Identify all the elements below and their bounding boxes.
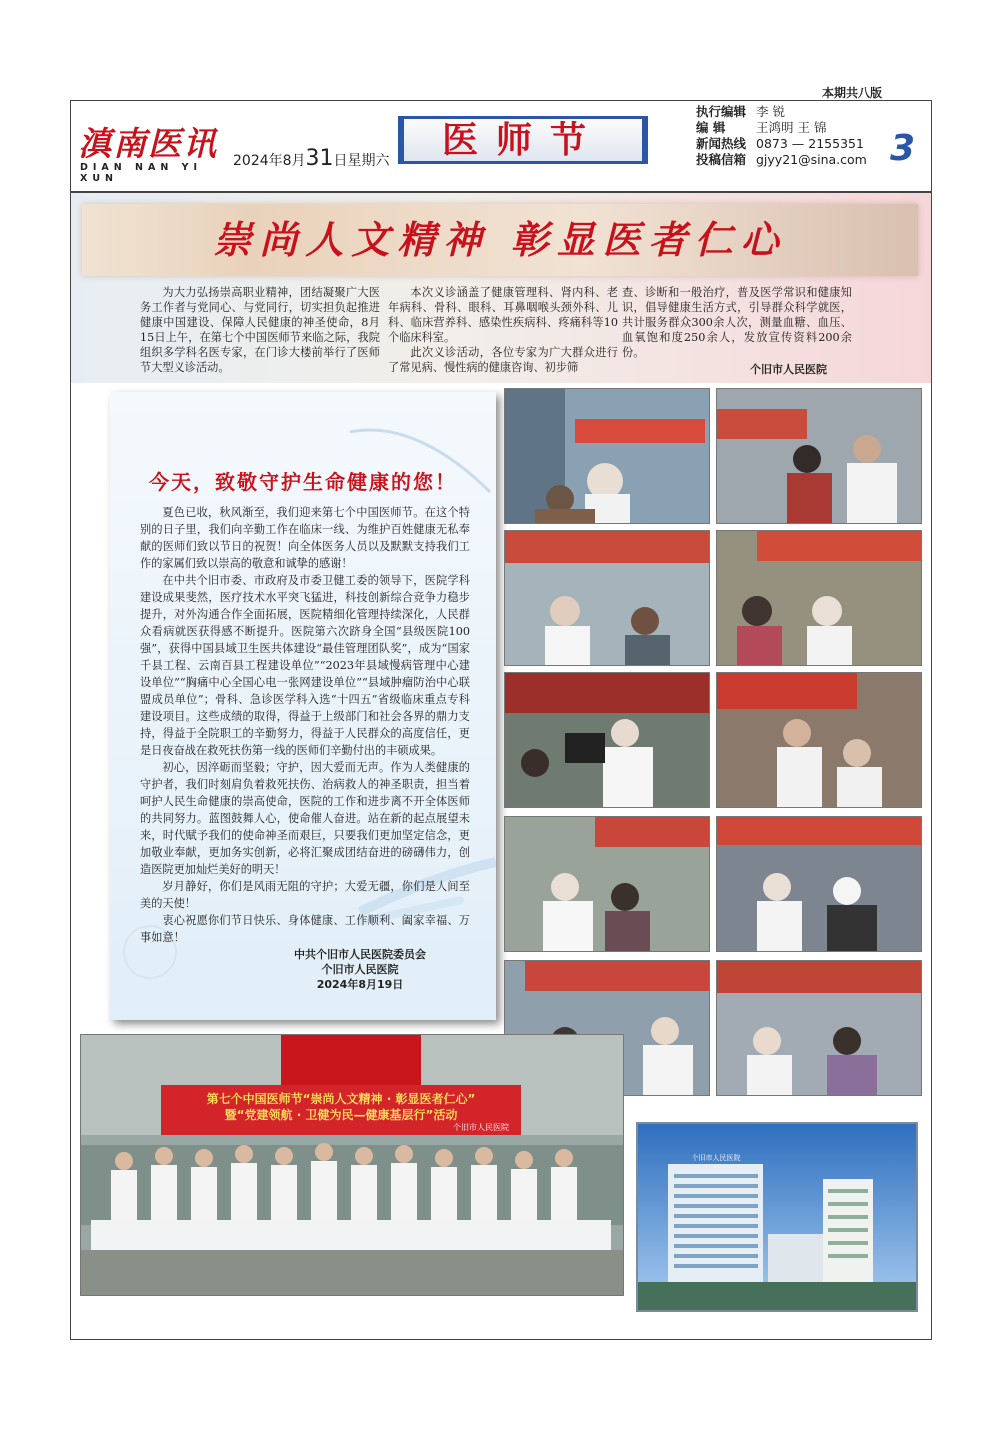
total-pages: 本期共八版 — [822, 86, 883, 100]
editor-info-label: 新闻热线 — [696, 136, 747, 151]
article-column-3 — [622, 285, 852, 360]
photo-clinic-1 — [504, 388, 710, 524]
article-paragraph: 此次义诊活动，各位专家为广大群众进行了常见病、慢性病的健康咨询、初步筛 — [388, 346, 618, 374]
editor-info-label: 投稿信箱 — [696, 152, 747, 167]
article-paragraph: 为大力弘扬崇高职业精神，团结凝聚广大医务工作者与党同心、与党同行，切实担负起推进健康中国建设、保障人民健康的神圣使命，8月15日上午，在第七个中国医师节来临之际，我院组织多学科名医专家，在门诊大楼前举行了医师节大型义诊活动。 — [140, 286, 380, 374]
article-byline: 个旧市人民医院 — [750, 363, 827, 376]
logo-pinyin: DIAN NAN YI XUN — [80, 162, 203, 184]
editor-info-row — [696, 104, 867, 120]
tribute-letter — [110, 392, 496, 1020]
article-paragraph: 本次义诊涵盖了健康管理科、肾内科、老年病科、骨科、眼科、耳鼻咽喉头颈外科、儿科、临床营养科、感染性疾病科、疼痛科等10个临床科室。 — [388, 286, 618, 344]
date-suffix: 日星期六 — [333, 153, 390, 169]
photo-clinic-2 — [716, 388, 922, 524]
editor-info-row — [696, 120, 867, 136]
photo-group — [80, 1034, 624, 1296]
date-prefix: 2024年8月 — [233, 153, 306, 169]
editor-info-value: 李 锐 — [756, 104, 785, 119]
headline: 崇尚人文精神 彰显医者仁心 — [213, 217, 787, 262]
editor-info-label: 编 辑 — [696, 120, 726, 135]
photo-hospital-building — [636, 1122, 918, 1312]
article-column-1 — [140, 285, 380, 375]
section-title-box — [398, 116, 648, 164]
photo-clinic-3 — [504, 530, 710, 666]
page-number: 3 — [890, 128, 916, 169]
photo-clinic-5 — [504, 672, 710, 808]
group-banner-line3: 个旧市人民医院 — [453, 1123, 509, 1132]
group-banner-line1: 第七个中国医师节“崇尚人文精神 · 彰显医者仁心” — [206, 1092, 476, 1106]
letter-paragraph: 初心，因淬砺而坚毅；守护，因大爱而无声。作为人类健康的守护者，我们时刻肩负着救死扶伤、治病救人的神圣职责，担当着呵护人民生命健康的崇高使命，医院的工作和进步离不开全体医师的共同努力。蓝图鼓舞人心，使命催人奋进。站在新的起点展望未来，时代赋予我们的使命神圣而艰巨，只要我们更加坚定信念，更加敬业奉献，更加务实创新，必将汇聚成团结奋进的磅礴伟力，创造医院更加灿烂美好的明天！ — [140, 761, 470, 876]
letter-paragraph: 衷心祝愿你们节日快乐、身体健康、工作顺利、阖家幸福、万事如意！ — [140, 914, 470, 944]
photo-clinic-8 — [716, 816, 922, 952]
editor-info — [696, 104, 867, 168]
group-banner-line2: 暨“党建领航 · 卫健为民—健康基层行”活动 — [224, 1108, 458, 1122]
editor-info-value[interactable]: gjyy21@sina.com — [756, 152, 867, 167]
letter-paragraph: 夏色已收，秋风渐至，我们迎来第七个中国医师节。在这个特别的日子里，我们向辛勤工作在临床一线、为维护百姓健康无私奉献的医师们致以节日的祝贺！向全体医务人员以及默默支持我们工作的家属们致以崇高的敬意和诚挚的感谢！ — [140, 506, 470, 570]
photo-clinic-6 — [716, 672, 922, 808]
editor-info-row — [696, 136, 867, 152]
article-column-2 — [388, 285, 618, 375]
letter-signature-line: 个旧市人民医院 — [321, 963, 399, 976]
letter-signature-line: 2024年8月19日 — [316, 978, 404, 991]
letter-paragraph: 在中共个旧市委、市政府及市委卫健工委的领导下，医院学科建设成果斐然，医疗技术水平突飞猛进，科技创新综合竞争力稳步提升，对外沟通合作全面拓展，医院精细化管理持续深化，人民群众看病就医获得感不断提升。医院第六次跻身全国“县级医院100强”，获得中国县域卫生医共体建设“最佳管理团队奖”，成为“国家千县工程、云南百县工程建设单位”“2023年县域慢病管理中心建设单位”“胸痛中心全国心电一张网建设单位”“县域肿瘤防治中心联盟成员单位”；骨科、急诊医学科入选“十四五”省级临床重点专科建设项目。这些成绩的取得，得益于上级部门和社会各界的鼎力支持，得益于全院职工的辛勤努力，得益于人民群众的高度信任，更是日夜奋战在救死扶伤第一线的医师们辛勤付出的丰硕成果。 — [140, 574, 470, 757]
photo-clinic-7 — [504, 816, 710, 952]
letter-paragraph: 岁月静好，你们是风雨无阻的守护；大爱无疆，你们是人间至美的天使！ — [140, 880, 470, 910]
letter-title: 今天，致敬守护生命健康的您！ — [149, 470, 457, 494]
editor-info-row — [696, 152, 867, 168]
headline-band — [82, 204, 918, 276]
editor-info-value: 王鸿明 王 锦 — [756, 120, 827, 135]
section-title: 医师节 — [441, 119, 604, 161]
photo-clinic-10 — [716, 960, 922, 1096]
article-paragraph: 查、诊断和一般治疗，普及医学常识和健康知识，倡导健康生活方式，引导群众科学就医，共计服务群众300余人次，测量血糖、血压、血氧饱和度250余人，发放宣传资料200余份。 — [622, 286, 852, 359]
letter-signature — [260, 947, 460, 992]
building-sign: 个旧市人民医院 — [691, 1154, 741, 1162]
logo-text: 滇南医讯 — [78, 124, 218, 163]
photo-clinic-4 — [716, 530, 922, 666]
masthead-logo — [78, 118, 228, 184]
letter-body — [140, 504, 470, 946]
letter-signature-line: 中共个旧市人民医院委员会 — [294, 948, 426, 961]
publication-date — [233, 146, 390, 171]
editor-info-label: 执行编辑 — [696, 104, 747, 119]
date-day: 31 — [305, 146, 334, 171]
editor-info-value: 0873 — 2155351 — [756, 136, 864, 151]
